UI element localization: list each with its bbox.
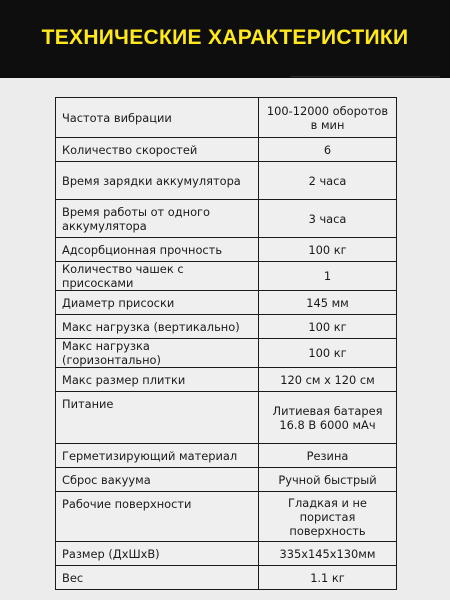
spec-value: 100 кг: [259, 315, 397, 339]
table-row: [56, 468, 397, 492]
spec-param: Время зарядки аккумулятора: [56, 162, 259, 200]
spec-param: Питание: [56, 392, 259, 444]
table-row: [56, 492, 397, 542]
spec-param: Макс размер плитки: [56, 368, 259, 392]
spec-param: Диаметр присоски: [56, 291, 259, 315]
table-row: [56, 238, 397, 262]
spec-value: 335x145x130мм: [259, 542, 397, 566]
table-row: [56, 444, 397, 468]
table-row: [56, 339, 397, 368]
spec-param: Рабочие поверхности: [56, 492, 259, 542]
spec-param: Сброс вакуума: [56, 468, 259, 492]
table-row: [56, 262, 397, 291]
spec-value: Гладкая и не пористая поверхность: [259, 492, 397, 542]
spec-param: Макс нагрузка (вертикально): [56, 315, 259, 339]
spec-value: 2 часа: [259, 162, 397, 200]
spec-value: Резина: [259, 444, 397, 468]
spec-value: 120 см х 120 см: [259, 368, 397, 392]
spec-param: Вес: [56, 566, 259, 590]
spec-param: Макс нагрузка (горизонтально): [56, 339, 259, 368]
table-row: [56, 315, 397, 339]
spec-value: Литиевая батарея 16.8 В 6000 мАч: [259, 392, 397, 444]
page-title: ТЕХНИЧЕСКИЕ ХАРАКТЕРИСТИКИ: [41, 26, 409, 49]
spec-value: 145 мм: [259, 291, 397, 315]
spec-value: 100 кг: [259, 339, 397, 368]
header-divider: [290, 76, 440, 77]
table-row: [56, 542, 397, 566]
table-row: [56, 138, 397, 162]
spec-param: Время работы от одного аккумулятора: [56, 200, 259, 238]
table-row: [56, 368, 397, 392]
spec-param: Количество скоростей: [56, 138, 259, 162]
spec-value: 3 часа: [259, 200, 397, 238]
spec-value: 1.1 кг: [259, 566, 397, 590]
table-row: [56, 291, 397, 315]
spec-value: 100-12000 оборотов в мин: [259, 98, 397, 138]
spec-value: 6: [259, 138, 397, 162]
specs-table: [55, 97, 397, 590]
spec-param: Частота вибрации: [56, 98, 259, 138]
spec-param: Количество чашек с присосками: [56, 262, 259, 291]
table-row: [56, 392, 397, 444]
spec-value: Ручной быстрый: [259, 468, 397, 492]
table-row: [56, 566, 397, 590]
spec-param: Герметизирующий материал: [56, 444, 259, 468]
table-row: [56, 200, 397, 238]
table-row: [56, 162, 397, 200]
spec-param: Адсорбционная прочность: [56, 238, 259, 262]
spec-value: 1: [259, 262, 397, 291]
table-row: [56, 98, 397, 138]
spec-value: 100 кг: [259, 238, 397, 262]
spec-param: Размер (ДхШхВ): [56, 542, 259, 566]
